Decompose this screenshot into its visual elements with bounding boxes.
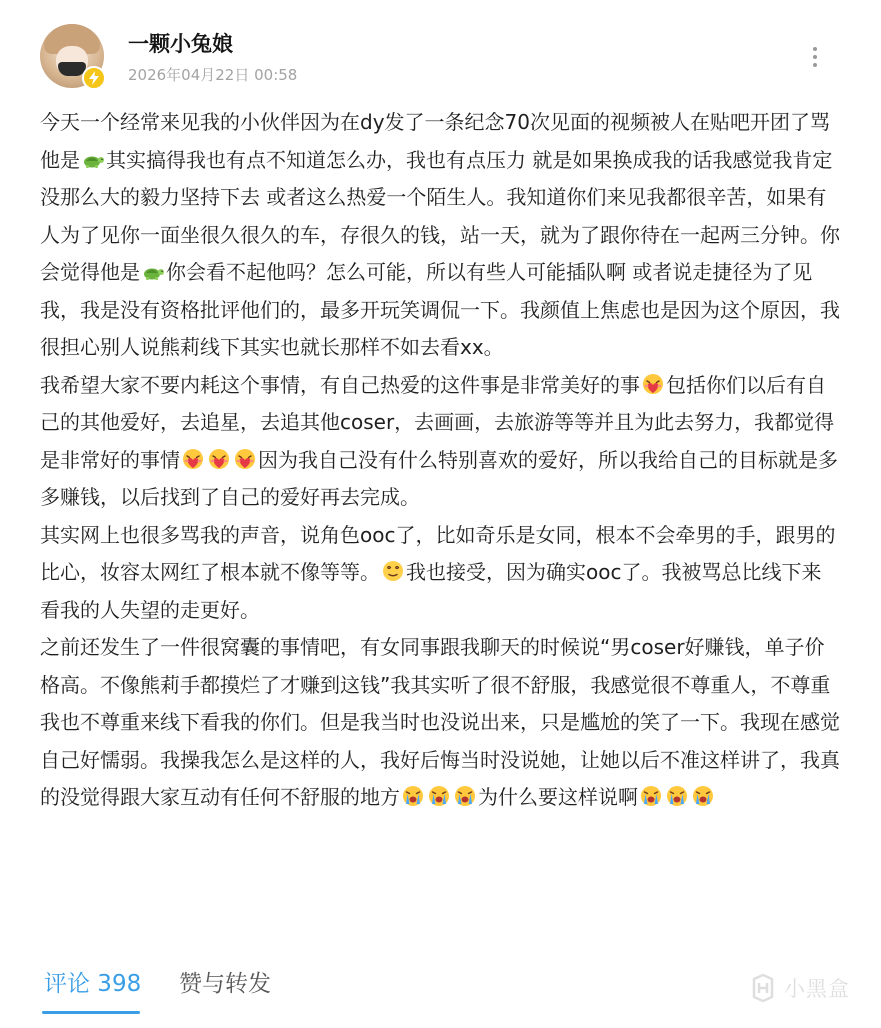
crying-face-icon (691, 783, 715, 807)
more-vertical-icon (813, 63, 817, 67)
post-text: 你会看不起他吗？怎么可能，所以有些人可能插队啊 或者说走捷径为了见我，我是没有资格批评他们的，最多开玩笑调侃一下。我颜值上焦虑也是因为这个原因，我很担心别人说熊莉线下其实也就长那样不如去看xx。 (40, 260, 840, 359)
post-paragraph (40, 517, 840, 630)
watermark (748, 968, 868, 1008)
tab-bar (40, 965, 840, 1021)
crying-face-icon (401, 783, 425, 807)
heart-face-icon (641, 371, 665, 395)
crying-face-icon (665, 783, 689, 807)
turtle-icon (81, 146, 105, 170)
crying-face-icon (453, 783, 477, 807)
heybox-logo-icon (748, 973, 778, 1003)
post-text: 为什么要这样说啊 (478, 785, 638, 809)
more-vertical-icon (813, 55, 817, 59)
post-body (40, 104, 840, 817)
tab-likes-reposts[interactable]: 赞与转发 (179, 971, 271, 997)
turtle-icon (141, 258, 165, 282)
post-paragraph (40, 367, 840, 517)
author-name[interactable]: 一颗小兔娘 (128, 32, 233, 56)
post-text: 今天一个经常来见我的小伙伴因为在dy发了一条纪念70次见面的视频被人在贴吧开团了骂他是 (40, 110, 830, 172)
heart-face-icon (181, 446, 205, 470)
lightning-icon (82, 66, 106, 90)
heart-face-icon (233, 446, 257, 470)
post-text: 我希望大家不要内耗这个事情，有自己热爱的这件事是非常美好的事 (40, 372, 640, 397)
more-vertical-icon (813, 47, 817, 51)
crying-face-icon (427, 783, 451, 807)
watermark-text: 小黑盒 (784, 977, 850, 1001)
dizzy-face-icon (381, 558, 405, 582)
post-paragraph (40, 104, 840, 367)
active-tab-indicator (42, 1011, 140, 1014)
post-text: 其实搞得我也有点不知道怎么办，我也有点压力 就是如果换成我的话我感觉我肯定没那么大的毅力坚持下去 或者这么热爱一个陌生人。我知道你们来见我都很辛苦，如果有人为了见你一面坐很久很久的车，存很久的钱，站一天，就为了跟你待在一起两三分钟。你会觉得他是 (40, 147, 840, 284)
post-text: 我也接受，因为确实ooc了。我被骂总比线下来看我的人失望的走更好。 (40, 560, 822, 622)
more-options-button[interactable] (800, 42, 830, 72)
post-paragraph (40, 629, 840, 817)
crying-face-icon (639, 783, 663, 807)
tab-comments[interactable]: 评论 398 (44, 971, 142, 997)
post-header (40, 22, 840, 92)
post-timestamp: 2026年04月22日 00:58 (128, 66, 298, 84)
post-text: 其实网上也很多骂我的声音，说角色ooc了，比如奇乐是女同，根本不会牵男的手，跟男的比心，妆容太网红了根本就不像等等。 (40, 522, 836, 584)
post-text: 因为我自己没有什么特别喜欢的爱好，所以我给自己的目标就是多多赚钱，以后找到了自己的爱好再去完成。 (40, 447, 838, 509)
heart-face-icon (207, 446, 231, 470)
post-text: 包括你们以后有自己的其他爱好，去追星，去追其他coser，去画画，去旅游等等并且为此去努力，我都觉得是非常好的事情 (40, 372, 835, 472)
post-text: 之前还发生了一件很窝囊的事情吧，有女同事跟我聊天的时候说“男coser好赚钱，单子价格高。不像熊莉手都摸烂了才赚到这钱”我其实听了很不舒服，我感觉很不尊重人，不尊重我也不尊重来线下看我的你们。但是我当时也没说出来，只是尴尬的笑了一下。我现在感觉自己好懦弱。我操我怎么是这样的人，我好后悔当时没说她，让她以后不准这样讲了，我真的没觉得跟大家互动有任何不舒服的地方 (40, 635, 840, 809)
